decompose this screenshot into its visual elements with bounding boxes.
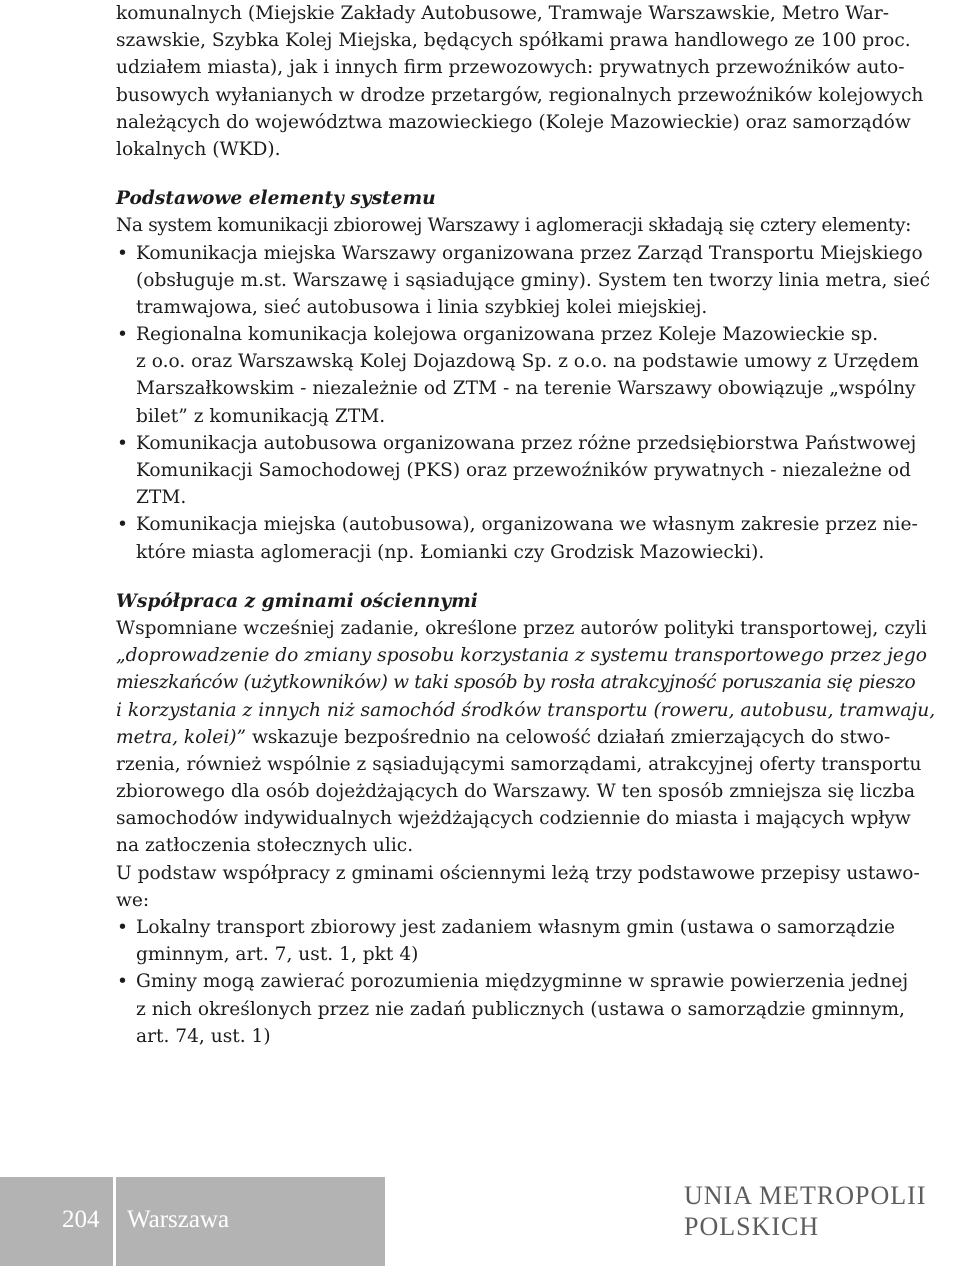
text-line: na zatłoczenia stołecznych ulic. (116, 835, 414, 857)
quote-line: „doprowadzenie do zmiany sposobu korzystania z systemu transportowego przez jego (116, 645, 927, 667)
text-line: Wspomniane wcześniej zadanie, określone przez autorów polityki transportowej, czyli (116, 617, 927, 639)
text-line: komunalnych (Miejskie Zakłady Autobusowe, Tramwaje Warszawskie, Metro War- (116, 3, 889, 24)
text-line: Komunikacji Samochodowej (PKS) oraz przewoźników prywatnych - niezależne od (136, 460, 911, 481)
bullet-line: • Komunikacja miejska (autobusowa), organizowana we własnym zakresie przez nie- (116, 511, 946, 538)
text-line: szawskie, Szybka Kolej Miejska, będących spółkami prawa handlowego ze 100 proc. (116, 30, 911, 52)
bullet-icon: • (117, 917, 128, 938)
quote-line: mieszkańców (użytkowników) w taki sposób by rosła atrakcyjność poruszania się pieszo (116, 672, 916, 694)
text-line: U podstaw współpracy z gminami ościennymi leżą trzy podstawowe przepisy ustawo- (116, 862, 920, 884)
text-line: zbiorowego dla osób dojeżdżających do Warszawy. W ten sposób zmniejsza się liczba (116, 781, 916, 803)
bullet-line: • Komunikacja miejska Warszawy organizowana przez Zarząd Transportu Miejskiego (116, 240, 946, 267)
bullet-icon: • (117, 971, 128, 993)
quote-line: i korzystania z innych niż samochód środków transportu (roweru, autobusu, tramwaju, (116, 699, 936, 721)
text-line: ZTM. (136, 487, 187, 509)
quote-end: metra, kolei)” (116, 726, 247, 748)
bullet-line: • Gminy mogą zawierać porozumienia międzygminne w sprawie powierzenia jednej (116, 968, 946, 995)
bullet-icon: • (117, 432, 128, 454)
text-line: (obsługuje m.st. Warszawę i sąsiadujące gminy). System ten tworzy linia metra, sieć (136, 269, 931, 291)
page-text (116, 0, 946, 1050)
text-line: z nich określonych przez nie zadań publicznych (ustawa o samorządzie gminnym, (136, 998, 905, 1020)
text-line: bilet” z komunikacją ZTM. (136, 405, 386, 427)
text-line: Na system komunikacji zbiorowej Warszawy i aglomeracji składają się cztery elementy: (116, 215, 912, 237)
brand-logo-text: UNIA METROPOLII POLSKICH (684, 1181, 927, 1241)
text-line: art. 74, ust. 1) (136, 1025, 271, 1047)
text-line: tramwajowa, sieć autobusowa i linia szybkiej kolei miejskiej. (136, 296, 708, 318)
section-heading: Podstawowe elementy systemu (116, 188, 436, 210)
city-name: Warszawa (127, 1206, 230, 1233)
text-line: Marszałkowskim - niezależnie od ZTM - na terenie Warszawy obowiązuje „wspólny (136, 378, 916, 400)
bullet-icon: • (117, 242, 128, 264)
text-line: rzenia, również wspólnie z sąsiadującymi samorządami, atrakcyjnej oferty transportu (116, 753, 922, 775)
text-line: należących do województwa mazowieckiego (Koleje Mazowieckie) oraz samorządów (116, 111, 911, 133)
section-heading: Współpraca z gminami ościennymi (116, 590, 478, 612)
bullet-icon: • (117, 514, 128, 536)
page-number: 204 (62, 1206, 100, 1233)
text-line: busowych wyłanianych w drodze przetargów, regionalnych przewoźników kolejowych (116, 84, 924, 106)
bullet-line: • Regionalna komunikacja kolejowa organizowana przez Koleje Mazowieckie sp. (116, 321, 946, 348)
bullet-line: • Komunikacja autobusowa organizowana przez różne przedsiębiorstwa Państwowej (116, 430, 946, 457)
bullet-icon: • (117, 324, 128, 346)
text-line: we: (116, 889, 150, 911)
text-line: samochodów indywidualnych wjeżdżających codziennie do miasta i mających wpływ (116, 808, 911, 830)
text-line: udziałem miasta), jak i innych firm przewozowych: prywatnych przewoźników auto- (116, 57, 905, 79)
text-line: z o.o. oraz Warszawską Kolej Dojazdową Sp. z o.o. na podstawie umowy z Urzędem (136, 351, 919, 373)
text-line: które miasta aglomeracji (np. Łomianki czy Grodzisk Mazowiecki). (136, 541, 765, 563)
bullet-line: • Lokalny transport zbiorowy jest zadaniem własnym gmin (ustawa o samorządzie (116, 914, 946, 941)
text-line: metra, kolei)” wskazuje bezpośrednio na celowość działań zmierzających do stwo- (116, 726, 891, 748)
text-line: gminnym, art. 7, ust. 1, pkt 4) (136, 944, 419, 966)
text-line: lokalnych (WKD). (116, 138, 281, 160)
